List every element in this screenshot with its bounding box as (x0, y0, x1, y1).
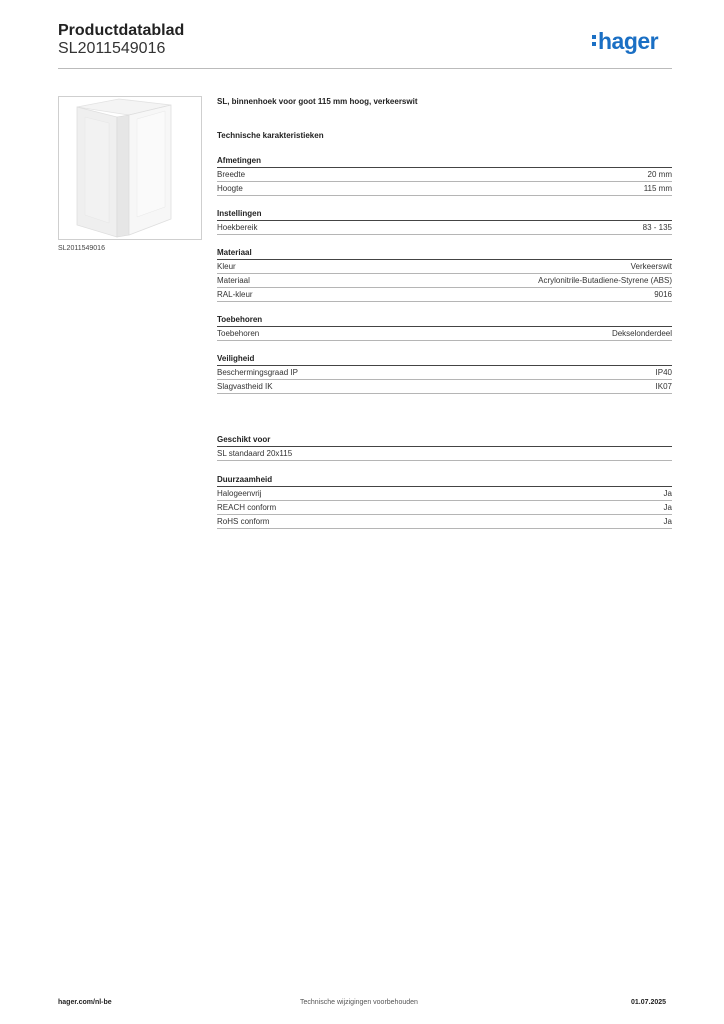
tech-characteristics-title: Technische karakteristieken (217, 131, 324, 140)
spec-value: IK07 (655, 382, 672, 391)
spec-row (217, 380, 672, 394)
spec-row (217, 501, 672, 515)
section-duurzaamheid (217, 474, 672, 529)
spec-label: Breedte (217, 170, 246, 179)
spec-row (217, 260, 672, 274)
spec-value: Verkeerswit (630, 262, 672, 271)
hager-logo (592, 28, 658, 55)
spec-label: Hoogte (217, 184, 243, 193)
section-geschikt-voor (217, 434, 672, 461)
section-title: Instellingen (217, 208, 672, 221)
spec-label: Beschermingsgraad IP (217, 368, 298, 377)
spec-value: 9016 (654, 290, 672, 299)
section-title: Duurzaamheid (217, 474, 672, 487)
spec-row (217, 515, 672, 529)
spec-row (217, 447, 672, 461)
spec-row (217, 327, 672, 341)
spec-label: Toebehoren (217, 329, 260, 338)
spec-label: RAL-kleur (217, 290, 253, 299)
section-materiaal (217, 247, 672, 302)
corner-piece-illustration (59, 97, 201, 239)
section-veiligheid (217, 353, 672, 394)
header-divider (58, 68, 672, 69)
spec-label: REACH conform (217, 503, 277, 512)
spec-row (217, 288, 672, 302)
spec-row (217, 487, 672, 501)
logo-colon-icon (592, 35, 596, 49)
product-image (58, 96, 202, 240)
footer-date: 01.07.2025 (631, 999, 667, 1006)
product-code: SL2011549016 (58, 40, 166, 57)
logo-text: hager (598, 28, 659, 54)
spec-row (217, 366, 672, 380)
spec-label: Slagvastheid IK (217, 382, 273, 391)
spec-value: 83 - 135 (642, 223, 672, 232)
section-title: Toebehoren (217, 314, 672, 327)
spec-row (217, 221, 672, 235)
spec-label: SL standaard 20x115 (217, 449, 293, 458)
section-title: Geschikt voor (217, 434, 672, 447)
spec-label: Materiaal (217, 276, 250, 285)
section-title: Afmetingen (217, 155, 672, 168)
spec-value: Ja (663, 503, 672, 512)
section-instellingen (217, 208, 672, 235)
spec-label: Kleur (217, 262, 236, 271)
spec-row (217, 274, 672, 288)
spec-value: IP40 (655, 368, 672, 377)
spec-row (217, 182, 672, 196)
footer-notice: Technische wijzigingen voorbehouden (300, 999, 418, 1006)
spec-value: Dekselonderdeel (611, 329, 672, 338)
product-description: SL, binnenhoek voor goot 115 mm hoog, verkeerswit (217, 97, 418, 106)
spec-label: Halogeenvrij (217, 489, 262, 498)
spec-value: Acrylonitrile-Butadiene-Styrene (ABS) (538, 276, 672, 285)
section-title: Materiaal (217, 247, 672, 260)
section-title: Veiligheid (217, 353, 672, 366)
spec-label: Hoekbereik (217, 223, 258, 232)
section-toebehoren (217, 314, 672, 341)
spec-value: 20 mm (647, 170, 672, 179)
image-caption: SL2011549016 (58, 245, 105, 252)
spec-value: Ja (663, 517, 672, 526)
section-afmetingen (217, 155, 672, 196)
spec-label: RoHS conform (217, 517, 270, 526)
spec-value: 115 mm (643, 184, 672, 193)
footer-website: hager.com/nl-be (58, 999, 112, 1006)
spec-row (217, 168, 672, 182)
spec-value: Ja (663, 489, 672, 498)
page-title: Productdatablad (58, 22, 185, 39)
